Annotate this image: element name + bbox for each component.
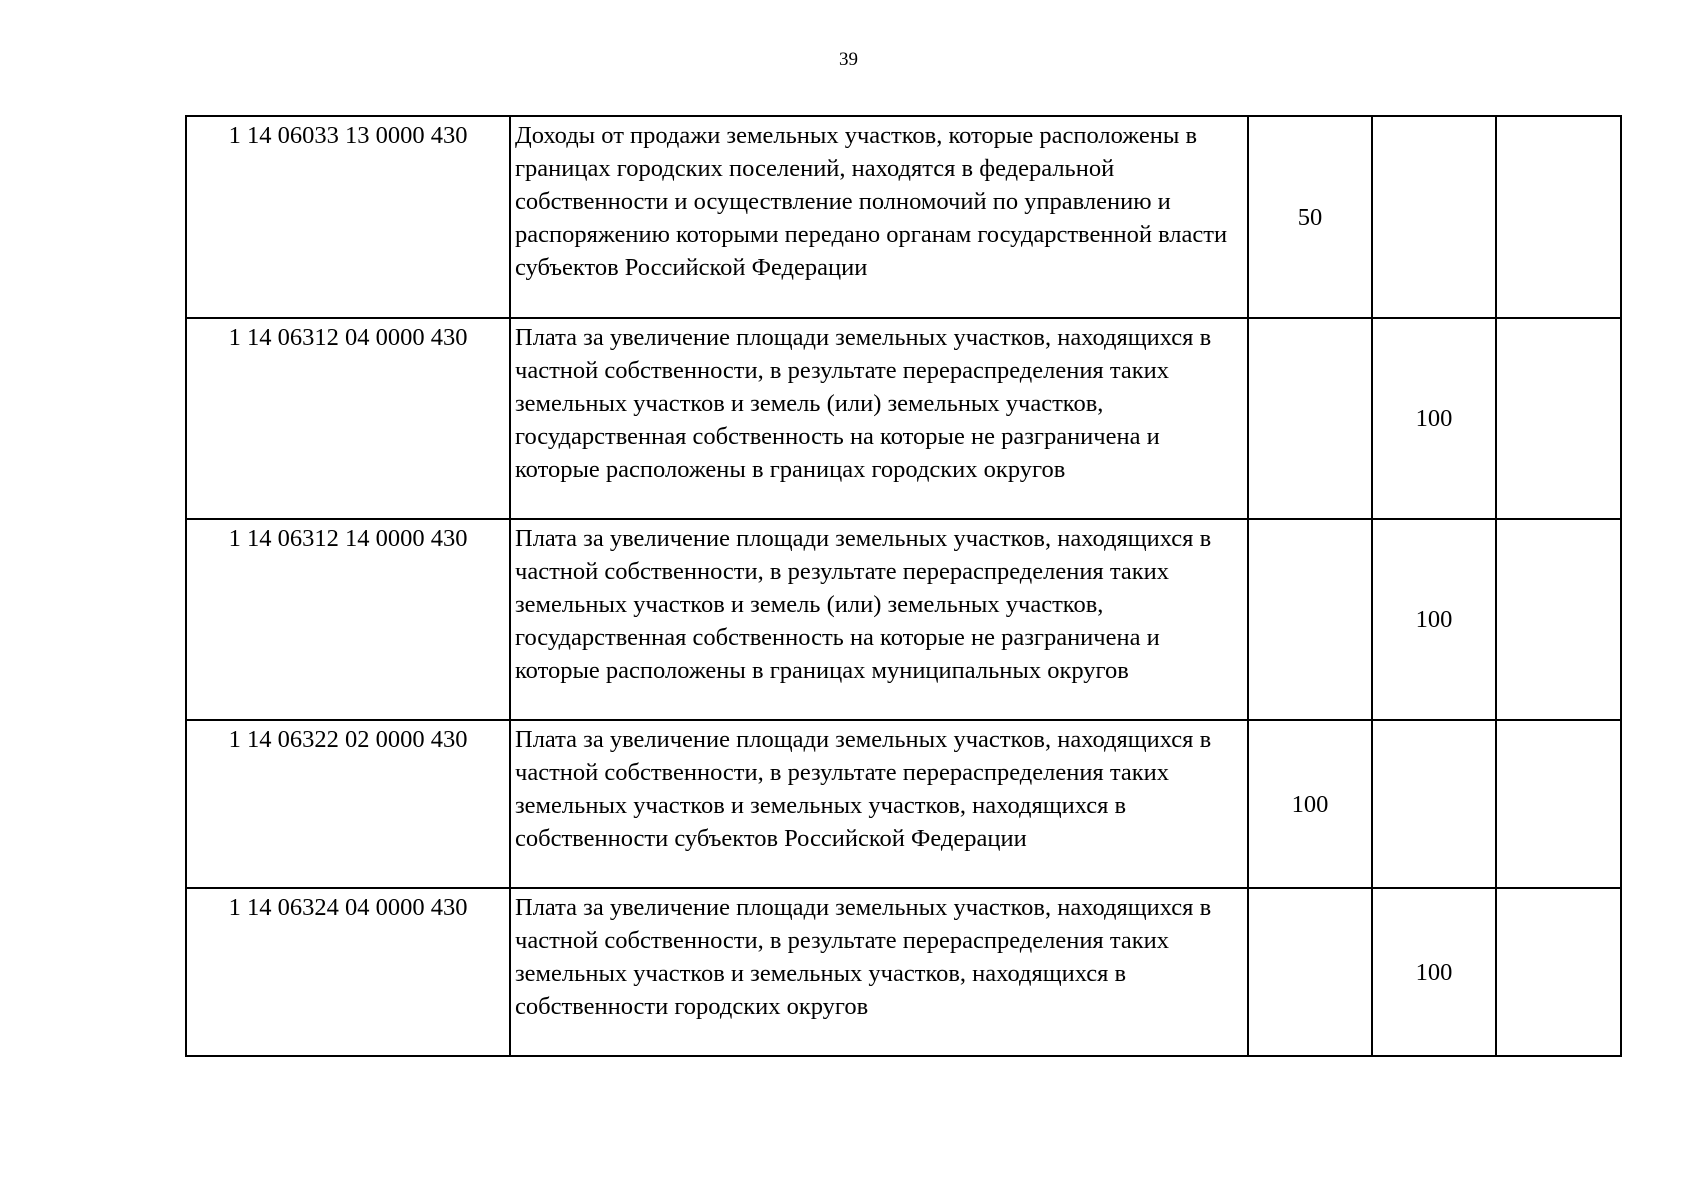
revenue-code: 1 14 06312 04 0000 430	[186, 318, 510, 519]
percent-cell-2	[1372, 720, 1496, 888]
revenue-code: 1 14 06324 04 0000 430	[186, 888, 510, 1056]
revenue-distribution-table	[185, 115, 1622, 1057]
percent-cell-2: 100	[1372, 888, 1496, 1056]
revenue-description: Плата за увеличение площади земельных участков, находящихся в частной собственности, в результате перераспределения таких земельных участков и земель (или) земельных участков, государственная собственность на которые не разграничена и которые расположены в границах городских округов	[510, 318, 1248, 519]
revenue-description: Плата за увеличение площади земельных участков, находящихся в частной собственности, в результате перераспределения таких земельных участков и земельных участков, находящихся в собственности субъектов Российской Федерации	[510, 720, 1248, 888]
revenue-code: 1 14 06312 14 0000 430	[186, 519, 510, 720]
table-row	[186, 519, 1621, 720]
percent-cell-2: 100	[1372, 519, 1496, 720]
percent-cell-2	[1372, 116, 1496, 318]
percent-cell-1	[1248, 519, 1372, 720]
table-row	[186, 888, 1621, 1056]
percent-cell-1	[1248, 318, 1372, 519]
percent-cell-3	[1496, 318, 1621, 519]
revenue-code: 1 14 06033 13 0000 430	[186, 116, 510, 318]
table-row	[186, 720, 1621, 888]
percent-cell-1: 50	[1248, 116, 1372, 318]
percent-cell-3	[1496, 116, 1621, 318]
table-row	[186, 116, 1621, 318]
percent-cell-1	[1248, 888, 1372, 1056]
percent-cell-3	[1496, 720, 1621, 888]
percent-cell-3	[1496, 519, 1621, 720]
revenue-code: 1 14 06322 02 0000 430	[186, 720, 510, 888]
revenue-description: Плата за увеличение площади земельных участков, находящихся в частной собственности, в результате перераспределения таких земельных участков и земель (или) земельных участков, государственная собственность на которые не разграничена и которые расположены в границах муниципальных округов	[510, 519, 1248, 720]
revenue-description: Доходы от продажи земельных участков, которые расположены в границах городских поселений, находятся в федеральной собственности и осуществление полномочий по управлению и распоряжению которыми передано органам государственной власти субъектов Российской Федерации	[510, 116, 1248, 318]
table-row	[186, 318, 1621, 519]
percent-cell-3	[1496, 888, 1621, 1056]
percent-cell-2: 100	[1372, 318, 1496, 519]
page-number: 39	[839, 49, 858, 70]
revenue-description: Плата за увеличение площади земельных участков, находящихся в частной собственности, в результате перераспределения таких земельных участков и земельных участков, находящихся в собственности городских округов	[510, 888, 1248, 1056]
percent-cell-1: 100	[1248, 720, 1372, 888]
